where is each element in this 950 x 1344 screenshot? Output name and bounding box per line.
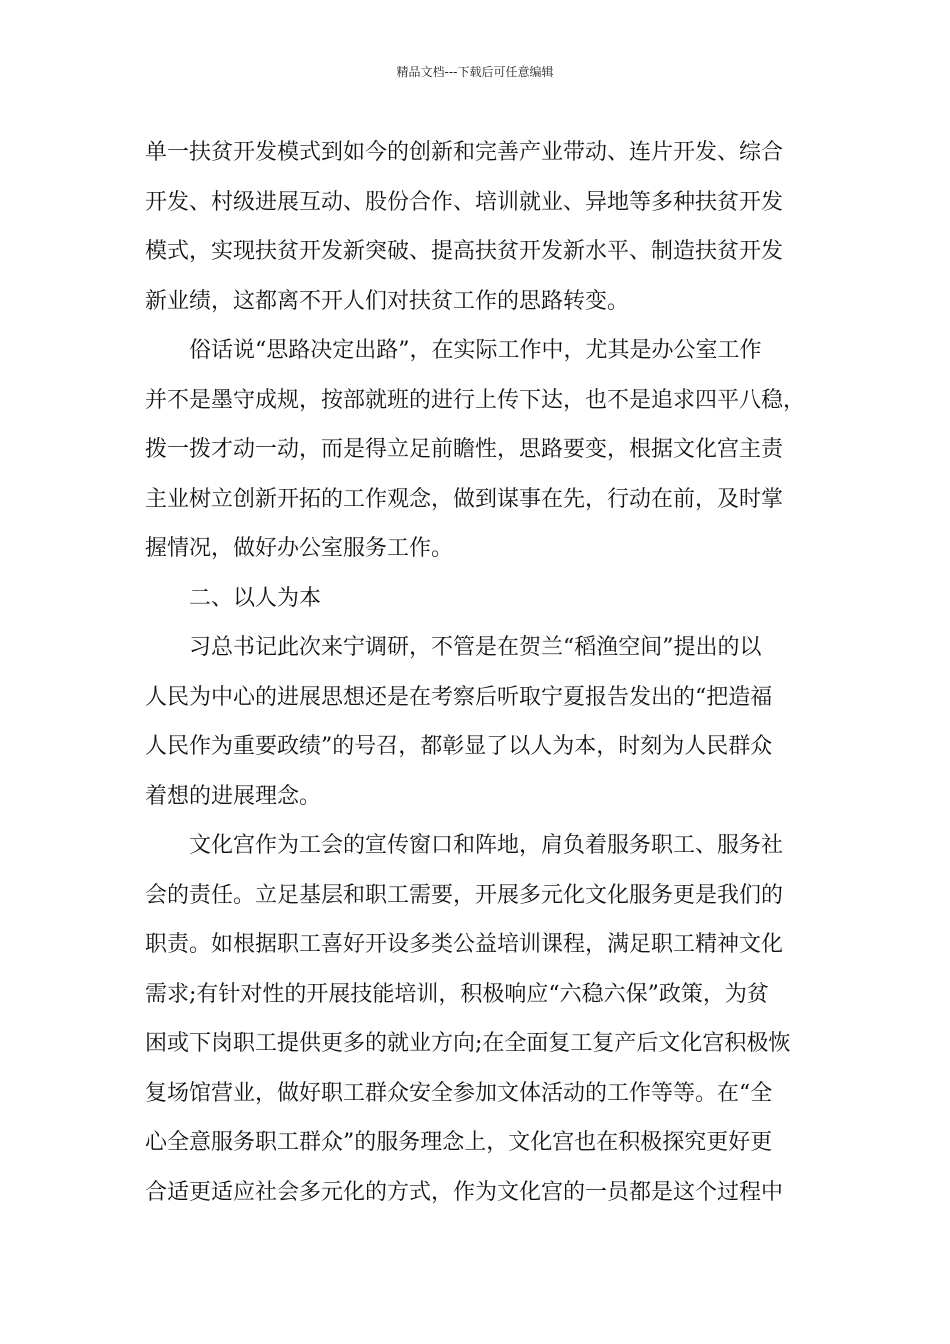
text-line: 心全意服务职工群众”的服务理念上，文化宫也在积极探究更好更 [145, 1130, 773, 1155]
text-line: 合适更适应社会多元化的方式，作为文化宫的一员都是这个过程中 [145, 1179, 784, 1205]
text-line: 需求;有针对性的开展技能培训，积极响应“六稳六保”政策，为贫 [145, 981, 769, 1007]
text-line: 困或下岗职工提供更多的就业方向;在全面复工复产后文化宫积极恢 [145, 1031, 791, 1056]
text-line: 并不是墨守成规，按部就班的进行上传下达，也不是追求四平八稳， [145, 387, 806, 413]
document-body [145, 128, 810, 1217]
text-line: 着想的进展理念。 [145, 783, 322, 809]
text-line: 单一扶贫开发模式到如今的创新和完善产业带动、连片开发、综合 [145, 140, 784, 165]
text-line: 会的责任。立足基层和职工需要，开展多元化文化服务更是我们的 [145, 882, 784, 908]
text-line: 俗话说“思路决定出路”，在实际工作中，尤其是办公室工作 [189, 338, 762, 363]
text-line: 握情况，做好办公室服务工作。 [145, 536, 454, 561]
text-line: 文化宫作为工会的宣传窗口和阵地，肩负着服务职工、服务社 [189, 833, 784, 858]
text-line: 开发、村级进展互动、股份合作、培训就业、异地等多种扶贫开发 [145, 189, 784, 215]
text-line: 人民作为重要政绩”的号召，都彰显了以人为本，时刻为人民群众 [145, 734, 773, 759]
text-line: 主业树立创新开拓的工作观念，做到谋事在先，行动在前，及时掌 [145, 486, 784, 512]
page-header: 精品文档---下载后可任意编辑 [396, 65, 554, 79]
text-line: 人民为中心的进展思想还是在考察后听取宁夏报告发出的“把造福 [145, 684, 773, 710]
text-line: 二、以人为本 [189, 585, 322, 611]
text-line: 模式，实现扶贫开发新突破、提高扶贫开发新水平、制造扶贫开发 [145, 239, 784, 264]
text-line: 拨一拨才动一动，而是得立足前瞻性，思路要变，根据文化宫主责 [145, 437, 784, 462]
text-line: 新业绩，这都离不开人们对扶贫工作的思路转变。 [145, 288, 630, 314]
text-line: 习总书记此次来宁调研，不管是在贺兰“稻渔空间”提出的以 [189, 635, 762, 660]
text-line: 职责。如根据职工喜好开设多类公益培训课程，满足职工精神文化 [145, 932, 784, 957]
text-line: 复场馆营业，做好职工群众安全参加文体活动的工作等等。在“全 [145, 1080, 773, 1106]
